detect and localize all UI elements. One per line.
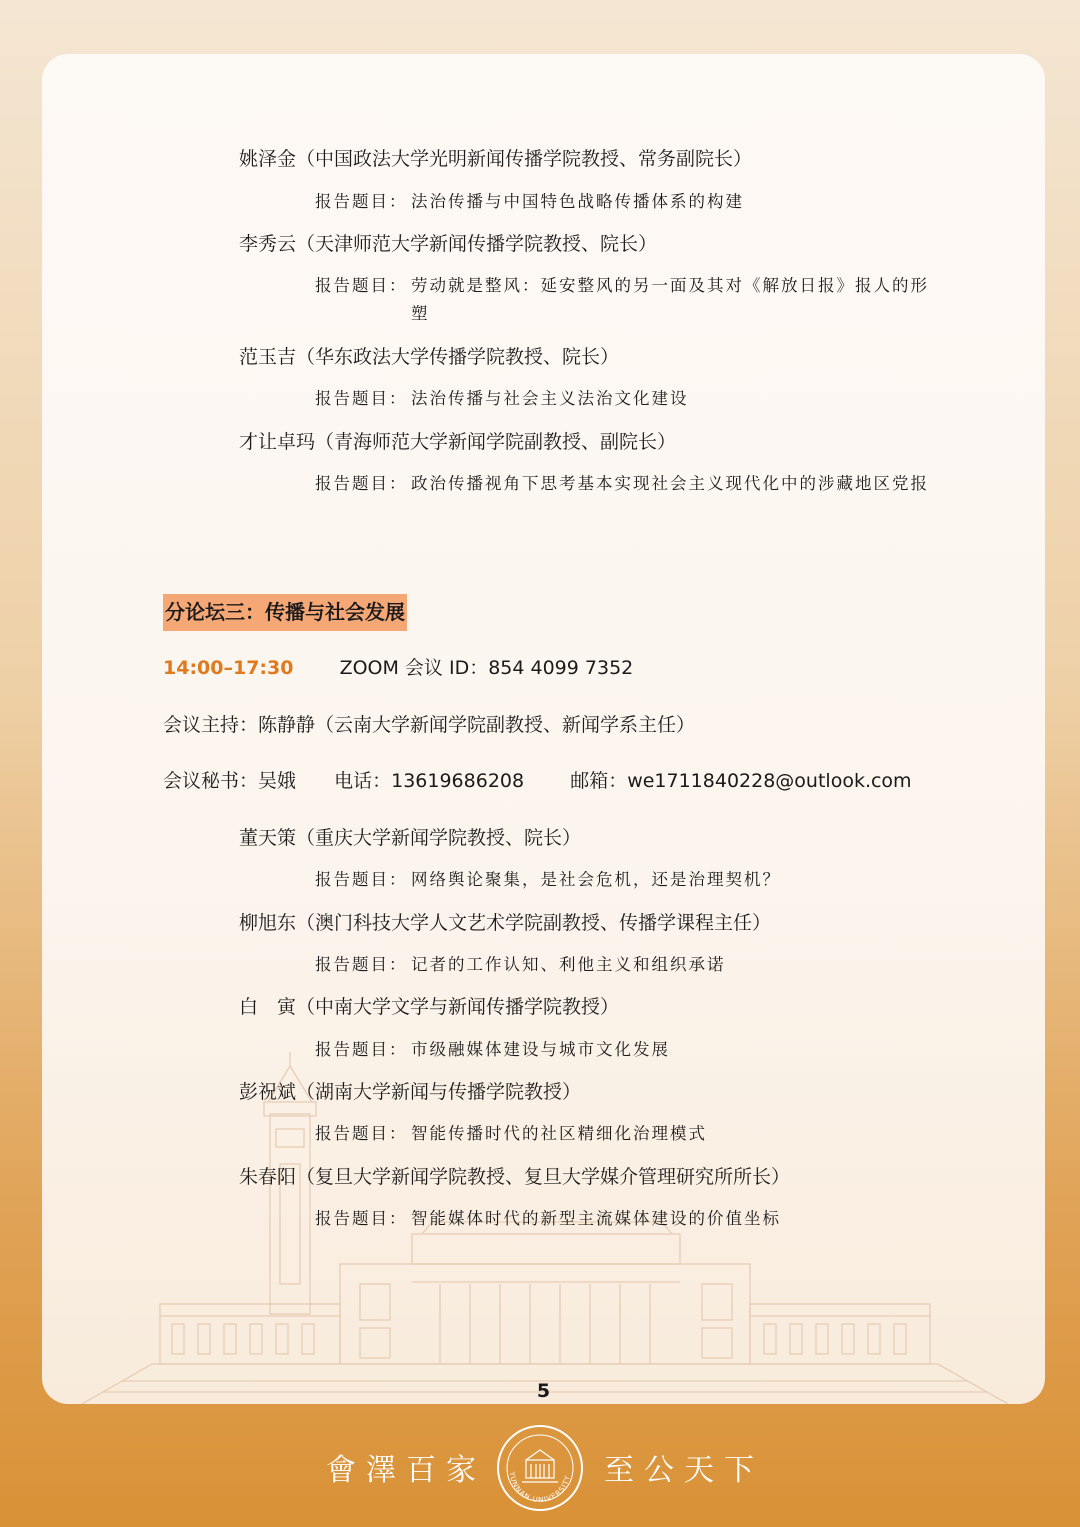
session-time: 14:00–17:30 <box>163 657 294 679</box>
zoom-id: ZOOM 会议 ID：854 4099 7352 <box>339 657 634 679</box>
speaker-name: 彭祝斌（湖南大学新闻与传播学院教授） <box>239 1081 582 1103</box>
speaker-name: 李秀云（天津师范大学新闻传播学院教授、院长） <box>239 233 658 255</box>
report-label: 报告题目： <box>315 389 408 408</box>
report-label: 报告题目： <box>315 870 408 889</box>
speaker-name: 范玉吉（华东政法大学传播学院教授、院长） <box>239 346 620 368</box>
seal-text: YUNNAN UNIVERSITY <box>507 1471 572 1505</box>
session-host: 会议主持：陈静静（云南大学新闻学院副教授、新闻学系主任） <box>163 714 696 736</box>
speaker-name: 柳旭东（澳门科技大学人文艺术学院副教授、传播学课程主任） <box>239 912 772 934</box>
footer-motto-right: 至公天下 <box>604 1453 764 1488</box>
report-title: 法治传播与社会主义法治文化建设 <box>411 389 689 408</box>
section-title: 分论坛三：传播与社会发展 <box>163 594 407 631</box>
report-title: 智能媒体时代的新型主流媒体建设的价值坐标 <box>411 1209 781 1228</box>
report-topic <box>315 385 935 413</box>
report-label: 报告题目： <box>315 192 408 211</box>
secretary-line <box>163 768 912 794</box>
speaker-name: 白 寅（中南大学文学与新闻传播学院教授） <box>239 996 620 1018</box>
report-title: 劳动就是整风：延安整风的另一面及其对《解放日报》报人的形塑 <box>411 276 929 323</box>
speaker-name: 朱春阳（复旦大学新闻学院教授、复旦大学媒介管理研究所所长） <box>239 1166 791 1188</box>
report-topic <box>315 272 935 328</box>
speaker-name: 才让卓玛（青海师范大学新闻学院副教授、副院长） <box>239 431 677 453</box>
report-label: 报告题目： <box>315 955 408 974</box>
report-topic <box>315 1120 935 1148</box>
report-label: 报告题目： <box>315 1124 408 1143</box>
report-label: 报告题目： <box>315 1040 408 1059</box>
report-title: 网络舆论聚集，是社会危机，还是治理契机？ <box>411 870 781 889</box>
content-card <box>42 54 1045 1404</box>
schedule-line <box>163 655 633 681</box>
report-topic <box>315 1205 935 1233</box>
report-topic <box>315 470 935 498</box>
secretary-email: 邮箱：we1711840228@outlook.com <box>570 770 912 792</box>
university-seal-icon <box>496 1424 584 1512</box>
report-title: 市级融媒体建设与城市文化发展 <box>411 1040 670 1059</box>
report-title: 记者的工作认知、利他主义和组织承诺 <box>411 955 726 974</box>
report-title: 智能传播时代的社区精细化治理模式 <box>411 1124 707 1143</box>
report-title: 法治传播与中国特色战略传播体系的构建 <box>411 192 744 211</box>
page-number: 5 <box>536 1380 551 1402</box>
secretary-name: 会议秘书：吴娥 <box>163 770 297 792</box>
speaker-name: 董天策（重庆大学新闻学院教授、院长） <box>239 827 582 849</box>
report-label: 报告题目： <box>315 474 408 493</box>
secretary-phone: 电话：13619686208 <box>334 770 525 792</box>
footer-motto-left: 會澤百家 <box>326 1453 486 1488</box>
report-topic <box>315 188 935 216</box>
report-title: 政治传播视角下思考基本实现社会主义现代化中的涉藏地区党报 <box>411 474 929 493</box>
report-label: 报告题目： <box>315 1209 408 1228</box>
report-topic <box>315 951 935 979</box>
report-topic <box>315 866 935 894</box>
report-label: 报告题目： <box>315 276 408 295</box>
report-topic <box>315 1036 935 1064</box>
speaker-name: 姚泽金（中国政法大学光明新闻传播学院教授、常务副院长） <box>239 148 753 170</box>
